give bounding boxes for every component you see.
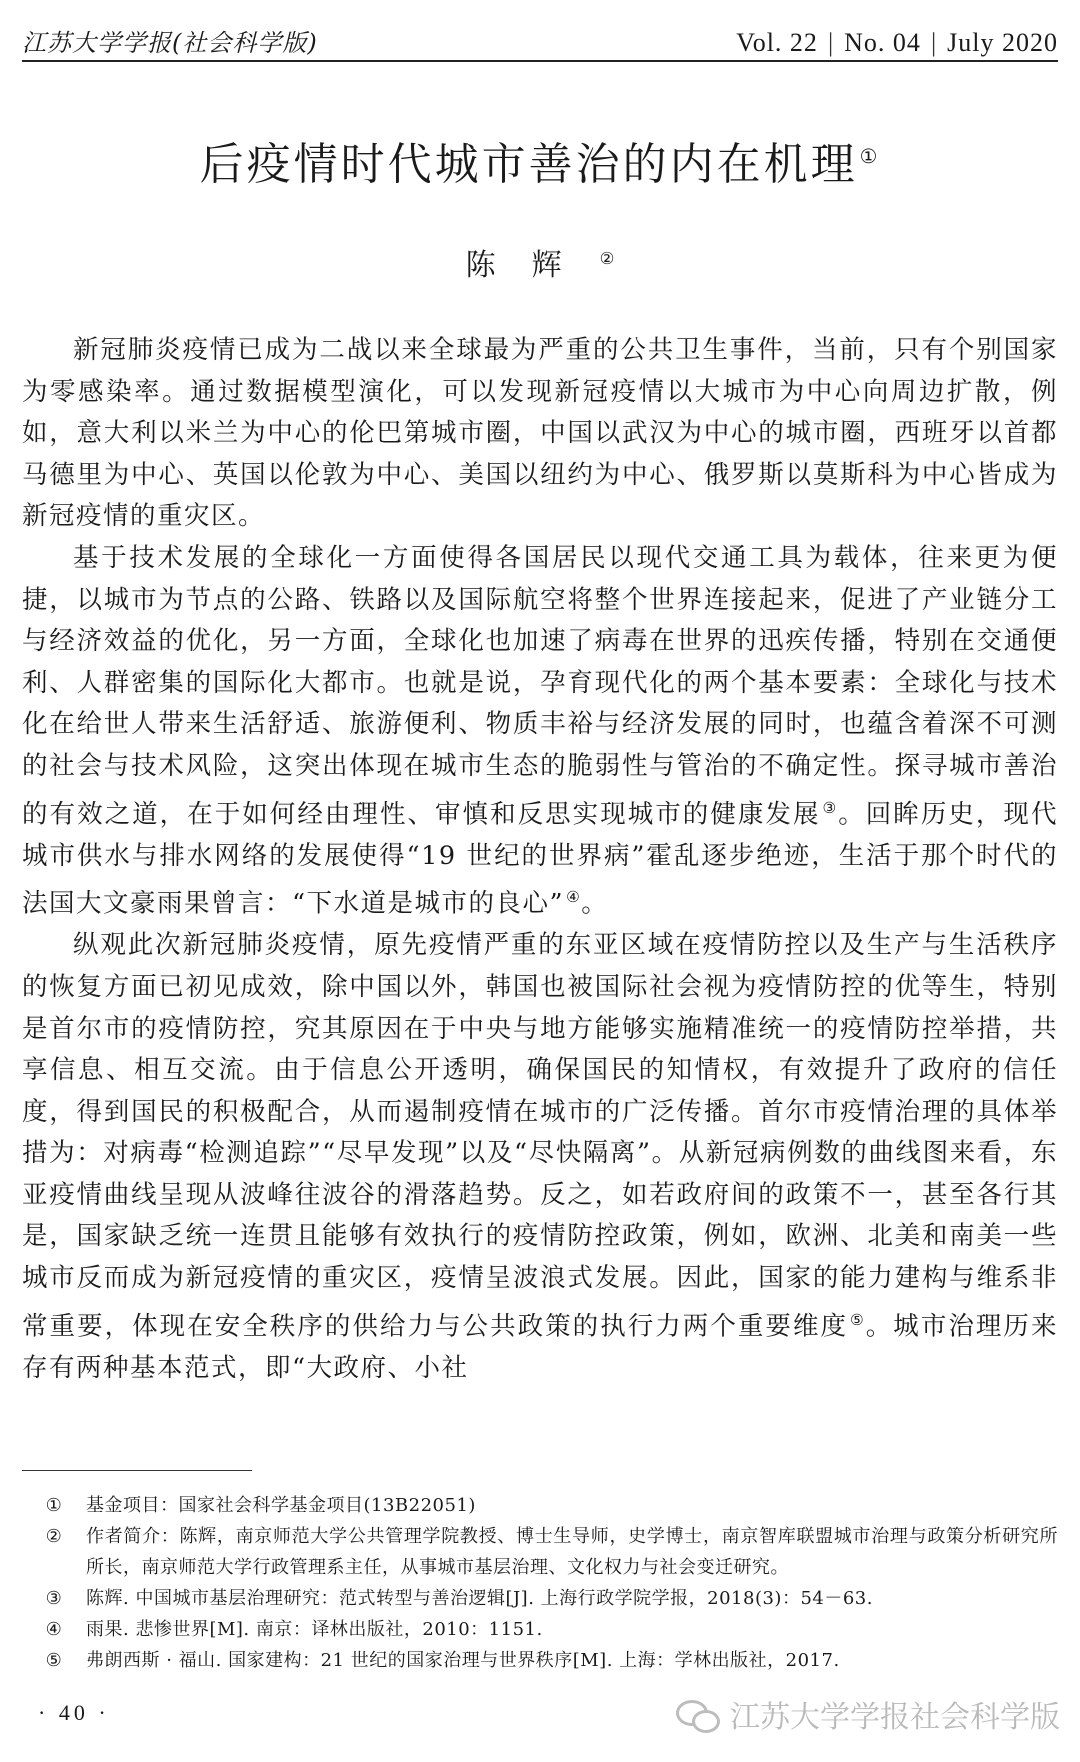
paragraph-2-text: 。回眸历史，现代城市供水与排水网络的发展使得“19 世纪的世界病”霍乱逐步绝迹，生活于那个时代的法国大文豪雨果曾言：“下水道是城市的良心” <box>22 799 1058 919</box>
paragraph-2 <box>22 538 1058 925</box>
footnote-1 <box>22 1490 1058 1521</box>
footnote-5 <box>22 1645 1058 1676</box>
footnote-rule <box>22 1470 252 1471</box>
wechat-icon <box>674 1696 720 1732</box>
running-header <box>22 18 1058 58</box>
footnote-ref-3: ③ <box>822 798 839 817</box>
paragraph-2-text: 。 <box>581 888 609 919</box>
author-footnote-mark: ② <box>599 249 615 268</box>
footnote-text: 基金项目：国家社会科学基金项目(13B22051) <box>86 1495 476 1516</box>
footnote-mark: ④ <box>45 1619 63 1640</box>
paragraph-3-text: 纵观此次新冠肺炎疫情，原先疫情严重的东亚区域在疫情防控以及生产与生活秩序的恢复方面已初见成效，除中国以外，韩国也被国际社会视为疫情防控的优等生，特别是首尔市的疫情防控，究其原因在于中央与地方能够实施精准统一的疫情防控举措，共享信息、相互交流。由于信息公开透明，确保国民的知情权，有效提升了政府的信任度，得到国民的积极配合，从而遏制疫情在城市的广泛传播。首尔市疫情治理的具体举措为：对病毒“检测追踪”“尽早发现”以及“尽快隔离”。从新冠病例数的曲线图来看，东亚疫情曲线呈现从波峰往波谷的滑落趋势。反之，如若政府间的政策不一，甚至各行其是，国家缺乏统一连贯且能够有效执行的疫情防控政策，例如，欧洲、北美和南美一些城市反而成为新冠疫情的重灾区，疫情呈波浪式发展。因此，国家的能力建构与维系非常重要，体现在安全秩序的供给力与公共政策的执行力两个重要维度 <box>22 930 1058 1342</box>
watermark-text: 江苏大学学报社会科学版 <box>730 1700 1060 1735</box>
footnote-4 <box>22 1614 1058 1645</box>
paragraph-2-text: 基于技术发展的全球化一方面使得各国居民以现代交通工具为载体，往来更为便捷，以城市为节点的公路、铁路以及国际航空将整个世界连接起来，促进了产业链分工与经济效益的优化，另一方面，全球化也加速了病毒在世界的迅疾传播，特别在交通便利、人群密集的国际化大都市。也就是说，孕育现代化的两个基本要素：全球化与技术化在给世人带来生活舒适、旅游便利、物质丰裕与经济发展的同时，也蕴含着深不可测的社会与技术风险，这突出体现在城市生态的脆弱性与管治的不确定性。探寻城市善治的有效之道，在于如何经由理性、审慎和反思实现城市的健康发展 <box>22 542 1058 830</box>
footnote-mark: ③ <box>45 1588 63 1609</box>
article-title <box>0 128 1080 192</box>
volume: Vol. 22 <box>736 28 818 57</box>
footnote-mark: ① <box>45 1495 63 1516</box>
header-rule <box>22 60 1058 62</box>
separator: | <box>930 28 938 57</box>
footnote-ref-5: ⑤ <box>850 1310 866 1329</box>
watermark <box>674 1692 1060 1736</box>
issue: No. 04 <box>844 28 921 57</box>
paragraph-1: 新冠肺炎疫情已成为二战以来全球最为严重的公共卫生事件，当前，只有个别国家为零感染率。通过数据模型演化，可以发现新冠疫情以大城市为中心向周边扩散，例如，意大利以米兰为中心的伦巴第城市圈，中国以武汉为中心的城市圈，西班牙以首都马德里为中心、英国以伦敦为中心、美国以纽约为中心、俄罗斯以莫斯科为中心皆成为新冠疫情的重灾区。 <box>22 335 1058 532</box>
page-number: · 40 · <box>38 1700 110 1725</box>
footnote-mark: ② <box>45 1526 63 1547</box>
journal-name: 江苏大学学报(社会科学版) <box>22 29 318 57</box>
article-body <box>22 330 1058 1389</box>
footnotes <box>22 1490 1058 1676</box>
paragraph-3 <box>22 925 1058 1389</box>
footnote-text: 雨果. 悲惨世界[M]. 南京：译林出版社，2010：1151. <box>86 1619 543 1640</box>
title-footnote-mark: ① <box>859 145 881 169</box>
footnote-text: 弗朗西斯 · 福山. 国家建构：21 世纪的国家治理与世界秩序[M]. 上海：学林出版社，2017. <box>86 1650 840 1671</box>
issue-info <box>736 28 1058 58</box>
footnote-text: 陈辉. 中国城市基层治理研究：范式转型与善治逻辑[J]. 上海行政学院学报，2018(3)：54－63. <box>86 1588 873 1609</box>
date: July 2020 <box>947 28 1058 57</box>
footnote-3 <box>22 1583 1058 1614</box>
title-text: 后疫情时代城市善治的内在机理 <box>199 139 858 190</box>
paragraph-3-text: 。城市治理历来存有两种基本范式，即“大政府、小社 <box>22 1311 1058 1383</box>
author-name: 陈辉 <box>465 248 598 283</box>
footnote-2 <box>22 1521 1058 1583</box>
footnote-text: 作者简介：陈辉，南京师范大学公共管理学院教授、博士生导师，史学博士，南京智库联盟城市治理与政策分析研究所所长，南京师范大学行政管理系主任，从事城市基层治理、文化权力与社会变迁研究。 <box>86 1526 1058 1578</box>
footnote-ref-4: ④ <box>566 888 582 907</box>
footnote-mark: ⑤ <box>45 1650 63 1671</box>
separator: | <box>827 28 835 57</box>
author-line <box>0 240 1080 284</box>
